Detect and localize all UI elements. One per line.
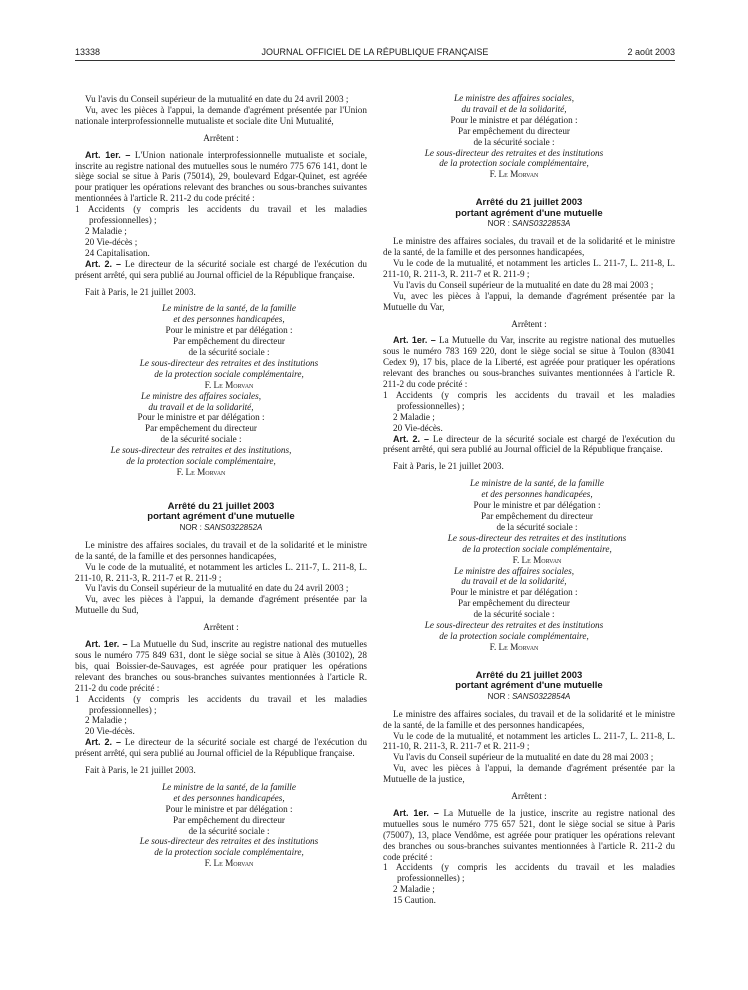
signature-line: de la protection sociale complémentaire,	[462, 543, 612, 554]
article-1	[383, 808, 675, 863]
signature-line: Pour le ministre et par délégation :	[165, 325, 293, 336]
nor-code: SANS0322852A	[204, 522, 263, 532]
issue-date: 2 août 2003	[627, 47, 675, 57]
list-item: 20 Vie-décès ;	[85, 236, 138, 247]
paragraph: Le ministre des affaires sociales, du travail et de la solidarité et le ministre de la santé, de la famille et des personnes handicapées,	[383, 236, 675, 258]
article-text: Le directeur de la sécurité sociale est chargé de l'exécution du présent arrêté, qui sera publié au Journal officiel de la République française.	[75, 258, 367, 280]
signature-line: Pour le ministre et par délégation :	[473, 500, 601, 511]
signature-line: du travail et de la solidarité,	[461, 576, 567, 587]
signature-line: Le sous-directeur des retraites et des institutions	[424, 620, 604, 631]
article-2	[75, 259, 367, 281]
article-label: Art. 1er. –	[85, 639, 128, 650]
signature-line: de la sécurité sociale :	[188, 347, 270, 358]
paragraph: Vu le code de la mutualité, et notamment les articles L. 211-7, L. 211-8, L. 211-10, R. 211-3, R. 211-7 et R. 211-9 ;	[383, 257, 675, 279]
page-number: 13338	[75, 47, 101, 57]
signature-block	[75, 782, 367, 869]
signature-line: de la sécurité sociale :	[473, 609, 555, 620]
decree-title: Arrêté du 21 juillet 2003	[475, 669, 583, 681]
paragraph: Le ministre des affaires sociales, du travail et de la solidarité et le ministre de la santé, de la famille et des personnes handicapées,	[383, 708, 675, 730]
fait-a: Fait à Paris, le 21 juillet 2003.	[85, 765, 196, 776]
list-item: 2 Maladie ;	[85, 715, 127, 726]
signatory-name: F. Le Morvan	[204, 379, 254, 390]
signature-line: et des personnes handicapées,	[173, 792, 285, 803]
nor-code: SANS0322854A	[512, 691, 571, 701]
signature-line: Pour le ministre et par délégation :	[450, 587, 578, 598]
signature-line: Le ministre de la santé, de la famille	[162, 781, 296, 792]
signatory-name: F. Le Morvan	[489, 169, 539, 180]
article-label: Art. 2. –	[85, 737, 122, 748]
signatory-name: F. Le Morvan	[204, 858, 254, 869]
list-item: 1 Accidents (y compris les accidents du travail et les maladies professionnelles) ;	[383, 389, 675, 411]
paragraph: Vu l'avis du Conseil supérieur de la mutualité en date du 28 mai 2003 ;	[393, 752, 654, 763]
arretent: Arrêtent :	[511, 318, 547, 329]
nor-reference	[383, 219, 675, 230]
signature-line: de la sécurité sociale :	[188, 825, 270, 836]
article-1	[75, 150, 367, 205]
arretent: Arrêtent :	[511, 791, 547, 802]
paragraph: Vu, avec les pièces à l'appui, la demande d'agrément présentée par la Mutuelle du Sud,	[75, 594, 367, 616]
article-2	[75, 737, 367, 759]
list-item: 1 Accidents (y compris les accidents du travail et les maladies professionnelles) ;	[75, 204, 367, 226]
nor-code: SANS0322853A	[512, 219, 571, 229]
decree-subtitle: portant agrément d'une mutuelle	[455, 680, 603, 692]
signature-line: de la protection sociale complémentaire,	[439, 158, 589, 169]
signature-block	[75, 303, 367, 390]
paragraph: Vu l'avis du Conseil supérieur de la mutualité en date du 28 mai 2003 ;	[393, 279, 654, 290]
signatory-name: F. Le Morvan	[512, 554, 562, 565]
signature-line: Pour le ministre et par délégation :	[137, 412, 265, 423]
signature-line: Le sous-directeur des retraites et des institutions	[139, 357, 319, 368]
signature-line: du travail et de la solidarité,	[461, 103, 567, 114]
article-label: Art. 2. –	[393, 433, 430, 444]
signature-line: Pour le ministre et par délégation :	[165, 803, 293, 814]
list-item: 2 Maladie ;	[393, 884, 435, 895]
list-item: 15 Caution.	[393, 895, 436, 906]
signature-line: Le sous-directeur des retraites et des institutions	[139, 836, 319, 847]
paragraph: Vu, avec les pièces à l'appui, la demande d'agrément présentée par la Mutuelle du Var,	[383, 290, 675, 312]
paragraph: Vu, avec les pièces à l'appui, la demande d'agrément présentée par la Mutuelle de la justice,	[383, 763, 675, 785]
signature-line: Par empêchement du directeur	[481, 511, 593, 521]
nor-label: NOR :	[487, 219, 510, 229]
signature-line: et des personnes handicapées,	[481, 489, 593, 500]
article-label: Art. 1er. –	[393, 807, 439, 818]
signature-line: Par empêchement du directeur	[458, 598, 570, 609]
signatory-name: F. Le Morvan	[176, 467, 226, 477]
signature-line: de la protection sociale complémentaire,	[439, 630, 589, 641]
nor-reference	[75, 523, 367, 534]
article-text: Le directeur de la sécurité sociale est chargé de l'exécution du présent arrêté, qui sera publié au Journal officiel de la République française.	[75, 737, 367, 759]
decree-subtitle: portant agrément d'une mutuelle	[455, 207, 603, 219]
decree-title: Arrêté du 21 juillet 2003	[167, 500, 275, 512]
signature-line: de la sécurité sociale :	[160, 434, 242, 445]
signature-line: Le sous-directeur des retraites et des institutions	[424, 147, 604, 158]
signature-line: du travail et de la solidarité,	[148, 401, 254, 412]
nor-reference	[383, 692, 675, 703]
nor-label: NOR :	[179, 522, 202, 532]
signatory-name: F. Le Morvan	[489, 641, 539, 652]
fait-a: Fait à Paris, le 21 juillet 2003.	[85, 286, 196, 297]
article-text: La Mutuelle du Sud, inscrite au registre national des mutuelles sous le numéro 775 849 631, dont le siège social se situe à Alès (30102), 28 bis, quai Boissier-de-Sauvages, est agréée pour pratiquer les opérations relevant des branches ou sous-branches suivantes mentionnées à l'article R. 211-2 du code précité :	[75, 639, 368, 693]
page-header	[75, 47, 675, 61]
signature-line: Par empêchement du directeur	[173, 814, 285, 825]
article-1	[383, 335, 675, 390]
left-column	[75, 94, 367, 869]
signature-line: et des personnes handicapées,	[173, 314, 285, 325]
signature-line: Par empêchement du directeur	[173, 336, 285, 347]
article-text: Le directeur de la sécurité sociale est chargé de l'exécution du présent arrêté, qui sera publié au Journal officiel de la République française.	[383, 433, 675, 455]
signature-line: de la sécurité sociale :	[473, 136, 555, 147]
fait-a: Fait à Paris, le 21 juillet 2003.	[393, 461, 504, 472]
signature-block	[75, 391, 367, 478]
signature-line: Le sous-directeur des retraites et des institutions,	[110, 445, 292, 456]
signature-line: de la protection sociale complémentaire,	[154, 847, 304, 858]
list-item: 2 Maladie ;	[85, 225, 127, 236]
list-item: 2 Maladie ;	[393, 411, 435, 422]
signature-line: Le ministre des affaires sociales,	[453, 565, 575, 576]
signature-line: Pour le ministre et par délégation :	[450, 114, 578, 125]
right-column	[383, 93, 675, 906]
paragraph: Vu, avec les pièces à l'appui, la demande d'agrément présentée par l'Union nationale interprofessionnelle mutualiste et sociale dite Uni Mutualité,	[75, 104, 367, 126]
list-item: 24 Capitalisation.	[85, 247, 150, 258]
decree-subtitle: portant agrément d'une mutuelle	[147, 511, 295, 523]
paragraph: Le ministre des affaires sociales, du travail et de la solidarité et le ministre de la santé, de la famille et des personnes handicapées,	[75, 539, 367, 561]
signature-block	[383, 478, 675, 565]
signature-line: Le ministre de la santé, de la famille	[470, 478, 604, 489]
article-2	[383, 434, 675, 456]
article-text: La Mutuelle du Var, inscrite au registre national des mutuelles sous le numéro 783 169 220, dont le siège social se situe à Toulon (83041 Cedex 9), 17 bis, place de la Liberté, est agréée pour pratiquer les opérations relevant des branches ou sous-branches suivantes mentionnées à l'article R. 211-2 du code précité :	[383, 335, 676, 390]
article-label: Art. 2. –	[85, 258, 122, 269]
journal-title: JOURNAL OFFICIEL DE LA RÉPUBLIQUE FRANÇAISE	[261, 47, 489, 57]
signature-line: Par empêchement du directeur	[458, 125, 570, 136]
signature-line: Le sous-directeur des retraites et des institutions	[447, 532, 627, 543]
article-label: Art. 1er. –	[85, 149, 131, 160]
article-1	[75, 639, 367, 694]
list-item: 1 Accidents (y compris les accidents du travail et les maladies professionnelles) ;	[75, 693, 367, 715]
nor-label: NOR :	[487, 691, 510, 701]
arretent: Arrêtent :	[203, 622, 239, 633]
article-text: La Mutuelle de la justice, inscrite au registre national des mutuelles sous le numéro 775 657 521, dont le siège social se situe à Paris (75007), 13, place Vendôme, est agréée pour pratiquer les opérations relevant des branches ou sous-branches suivantes mentionnées à l'article R. 211-2 du code précité :	[383, 807, 675, 862]
article-text: L'Union nationale interprofessionnelle mutualiste et sociale, inscrite au registre national des mutuelles sous le numéro 775 676 141, dont le siège social se situe à Paris (75014), 29, boulevard Edgar-Quinet, est agréée pour pratiquer les opérations relevant des branches ou sous-branches suivantes mentionnées à l'article R. 211-2 du code précité :	[75, 149, 367, 204]
paragraph: Vu le code de la mutualité, et notamment les articles L. 211-7, L. 211-8, L. 211-10, R. 211-3, R. 211-7 et R. 211-9 ;	[383, 730, 675, 752]
paragraph: Vu l'avis du Conseil supérieur de la mutualité en date du 24 avril 2003 ;	[85, 583, 349, 594]
paragraph: Vu l'avis du Conseil supérieur de la mutualité en date du 24 avril 2003 ;	[85, 94, 349, 104]
signature-line: Le ministre de la santé, de la famille	[162, 303, 296, 314]
signature-line: de la protection sociale complémentaire,	[126, 456, 276, 467]
decree-title: Arrêté du 21 juillet 2003	[475, 197, 583, 209]
signature-line: de la protection sociale complémentaire,	[154, 368, 304, 379]
paragraph: Vu le code de la mutualité, et notamment les articles L. 211-7, L. 211-8, L. 211-10, R. 211-3, R. 211-7 et R. 211-9 ;	[75, 561, 367, 583]
signature-line: Par empêchement du directeur	[145, 423, 257, 434]
signature-block	[383, 566, 675, 653]
list-item: 1 Accidents (y compris les accidents du travail et les maladies professionnelles) ;	[383, 862, 675, 884]
signature-line: Le ministre des affaires sociales,	[140, 390, 262, 401]
signature-line: Le ministre des affaires sociales,	[453, 93, 575, 103]
list-item: 20 Vie-décès.	[85, 726, 135, 737]
arretent: Arrêtent :	[203, 132, 239, 143]
signature-block	[383, 93, 675, 180]
list-item: 20 Vie-décès.	[393, 422, 443, 433]
article-label: Art. 1er. –	[393, 335, 436, 346]
signature-line: de la sécurité sociale :	[496, 521, 578, 532]
